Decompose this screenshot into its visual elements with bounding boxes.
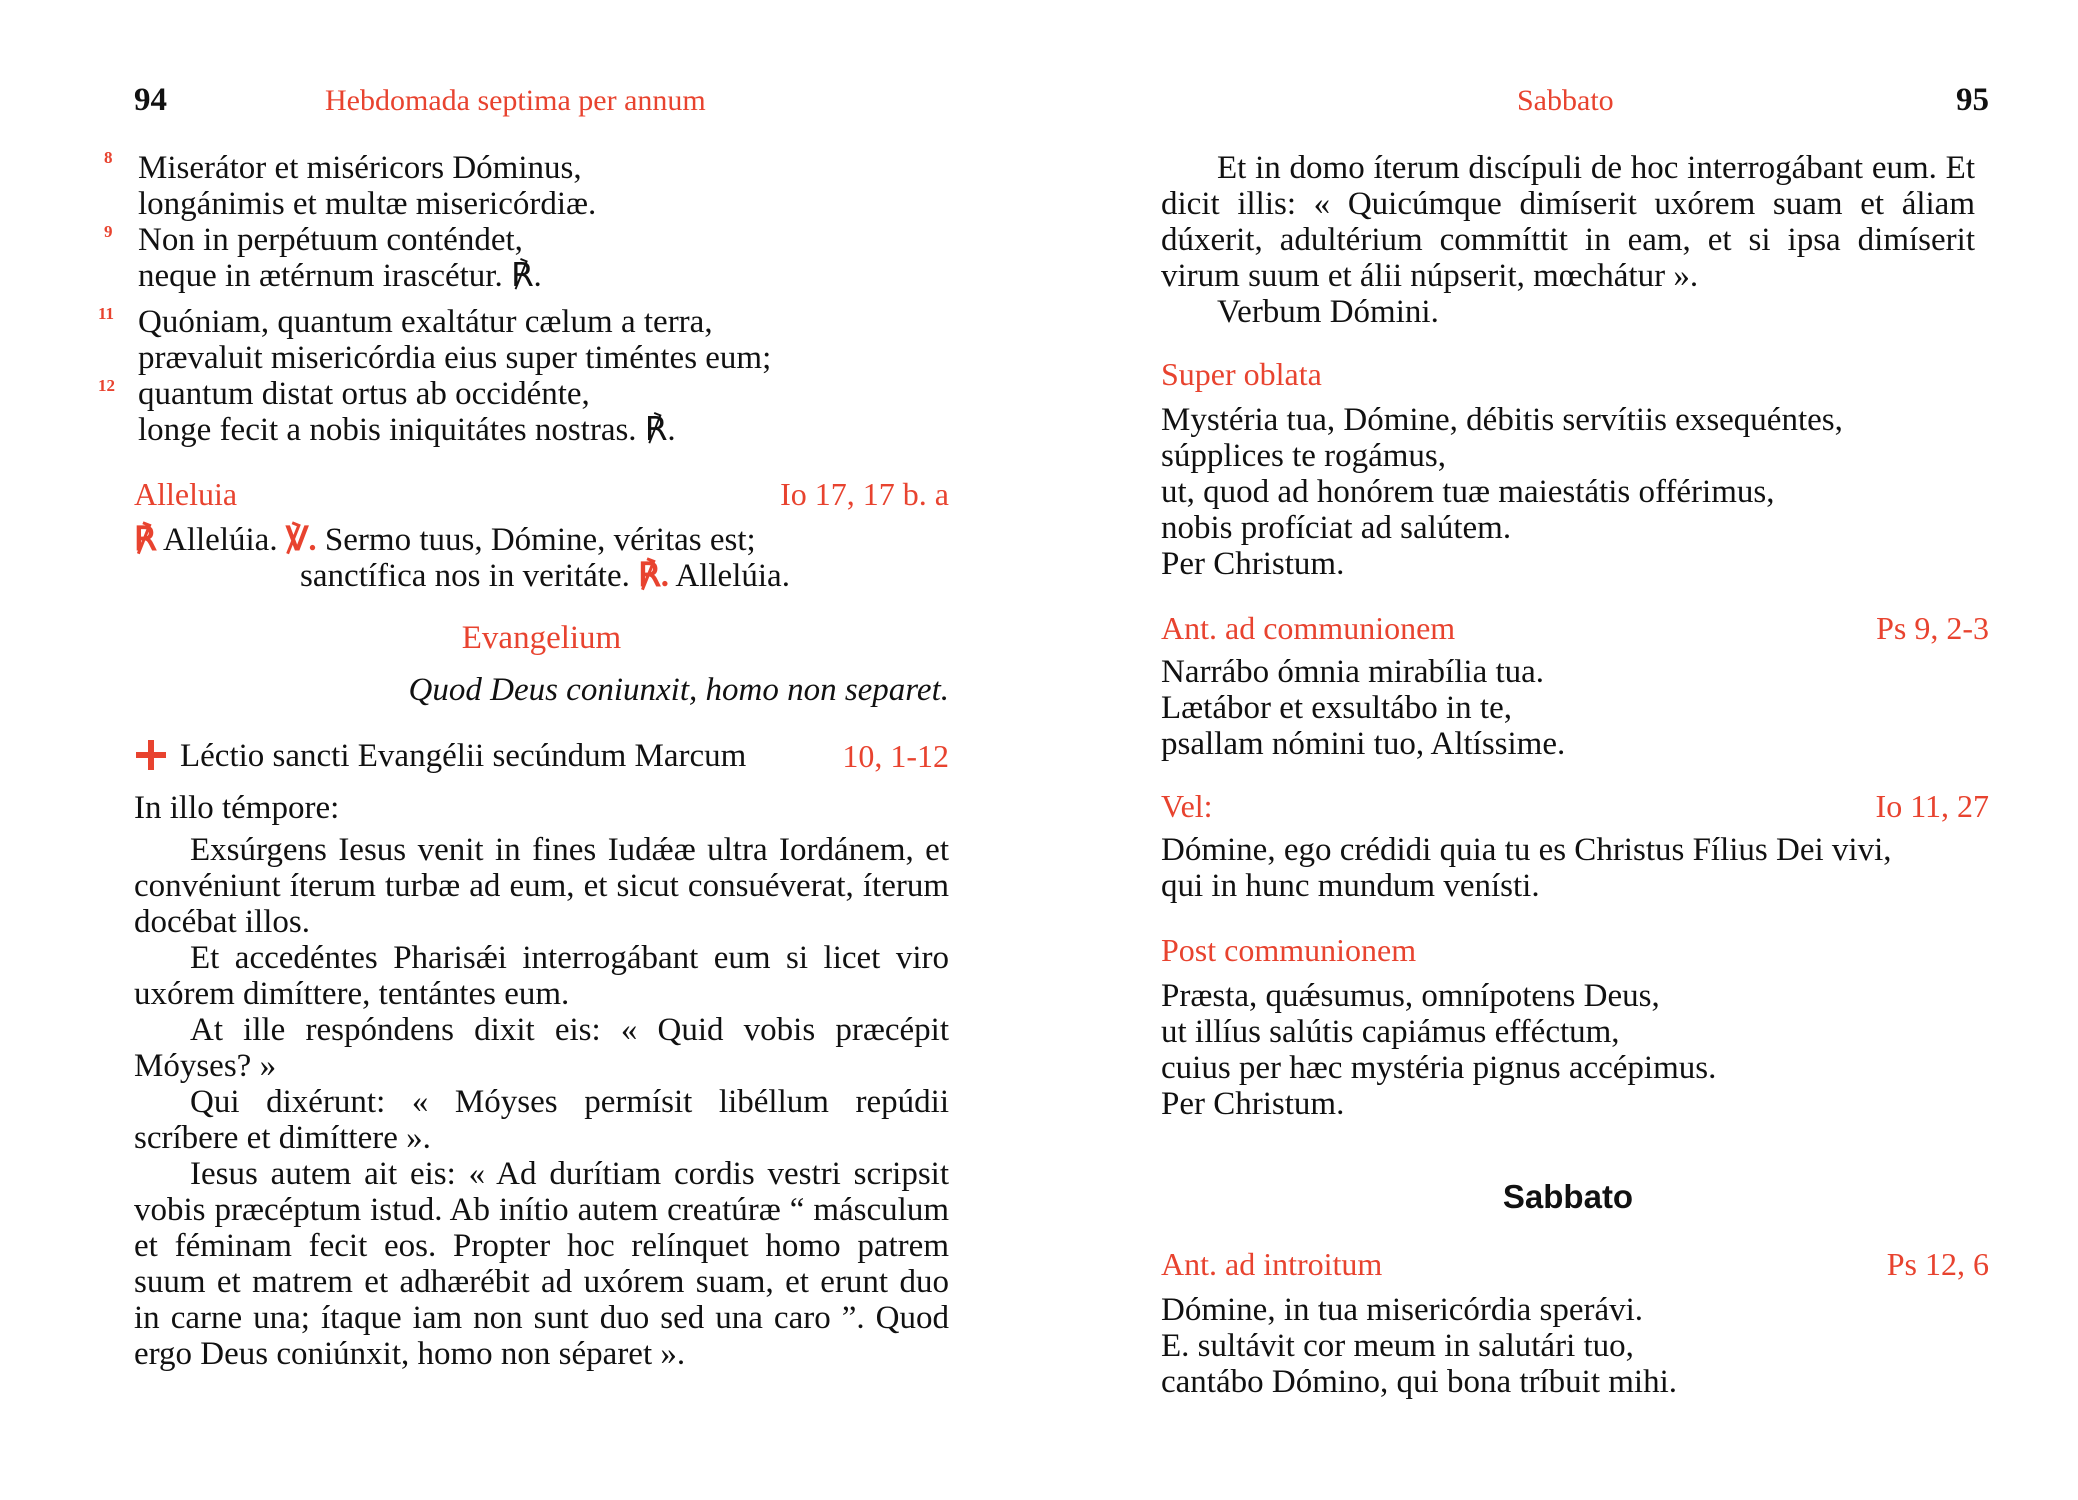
antiphon-line: Dómine, ego crédidi quia tu es Christus Fílius Dei vivi, [1161, 832, 1892, 868]
gospel-closing: Verbum Dómini. [1217, 294, 1439, 330]
introit-heading: Ant. ad introitum [1161, 1246, 1383, 1282]
vel-heading: Vel: [1161, 788, 1213, 824]
alleluia-reference: Io 17, 17 b. a [780, 476, 949, 512]
prayer-line: cuius per hæc mystéria pignus accépimus. [1161, 1050, 1717, 1086]
vel-reference: Io 11, 27 [1875, 788, 1989, 824]
antiphon-line: E. sultávit cor meum in salutári tuo, [1161, 1328, 1634, 1364]
right-page [1039, 0, 2078, 1500]
post-communion-heading: Post communionem [1161, 932, 1417, 968]
gospel-paragraph: Iesus autem ait eis: « Ad durítiam cordis vestri scripsit vobis præcéptum istud. Ab inítio autem creatúræ “ másculum et féminam fecit eos. Propter hoc relínquet homo patrem suum et matrem et adhærébit ad uxórem suam, et erunt duo in carne una; ítaque iam non sunt duo sed una caro ”. Quod ergo Deus coniúnxit, homo non séparet ». [134, 1156, 949, 1372]
psalm-line: longánimis et multæ misericórdiæ. [138, 186, 597, 222]
gospel-paragraph: At ille respóndens dixit eis: « Quid vobis præcépit Móyses? » [134, 1012, 949, 1084]
psalm-line: quantum distat ortus ab occidénte, [138, 376, 590, 412]
gospel-subtitle: Quod Deus coniunxit, homo non separet. [408, 672, 949, 708]
verse-number: 11 [98, 304, 115, 323]
page-number: 95 [1956, 82, 1989, 118]
gospel-reference: 10, 1-12 [842, 738, 949, 774]
communion-antiphon-reference: Ps 9, 2-3 [1876, 610, 1989, 646]
psalm-line: longe fecit a nobis iniquitátes nostras. ℟. [138, 412, 676, 448]
gospel-title-line: Léctio sancti Evangélii secúndum Marcum [180, 738, 747, 774]
psalm-line: Quóniam, quantum exaltátur cælum a terra, [138, 304, 713, 340]
alleluia-line-2 [300, 558, 790, 594]
antiphon-line: qui in hunc mundum venísti. [1161, 868, 1540, 904]
gospel-heading: Evangelium [461, 620, 622, 656]
prayer-line: ut illíus salútis capiámus efféctum, [1161, 1014, 1620, 1050]
introit-reference: Ps 12, 6 [1886, 1246, 1989, 1282]
antiphon-line: psallam nómini tuo, Altíssime. [1161, 726, 1566, 762]
alleluia-text: Allelúia. [675, 558, 790, 594]
prayer-line: Mystéria tua, Dómine, débitis servítiis exsequéntes, [1161, 402, 1843, 438]
running-head: Sabbato [1517, 84, 1614, 117]
antiphon-line: Dómine, in tua misericórdia sperávi. [1161, 1292, 1644, 1328]
antiphon-line: Lætábor et exsultábo in te, [1161, 690, 1512, 726]
versicle-symbol: ℣. [285, 522, 317, 558]
gospel-final-paragraph: Et in domo íterum discípuli de hoc interrogábant eum. Et dicit illis: « Quicúmque dimíserit uxórem suam et áliam dúxerit, adultérium commíttit in eam, et si ipsa dimíserit virum suum et álii núpserit, mœchátur ». [1161, 150, 1975, 294]
psalm-line: prævaluit misericórdia eius super timéntes eum; [138, 340, 772, 376]
alleluia-line-1 [134, 522, 756, 558]
alleluia-versicle-text: Sermo tuus, Dómine, véritas est; [324, 522, 756, 558]
day-title: Sabbato [1502, 1178, 1634, 1215]
prayer-line: Præsta, quǽsumus, omnípotens Deus, [1161, 978, 1660, 1014]
antiphon-line: Narrábo ómnia mirabília tua. [1161, 654, 1545, 690]
response-symbol: ℟ [134, 522, 157, 558]
psalm-line: Non in perpétuum conténdet, [138, 222, 523, 258]
alleluia-text: Allelúia. [163, 522, 278, 558]
psalm-line: Miserátor et miséricors Dóminus, [138, 150, 582, 186]
communion-antiphon-heading: Ant. ad communionem [1161, 610, 1456, 646]
prayer-line: súpplices te rogámus, [1161, 438, 1447, 474]
alleluia-versicle-text: sanctífica nos in veritáte. [300, 558, 630, 594]
response-symbol: ℟. [638, 558, 669, 594]
gospel-intro: In illo témpore: [134, 790, 340, 826]
prayer-line: nobis profíciat ad salútem. [1161, 510, 1512, 546]
prayer-line: Per Christum. [1161, 546, 1345, 582]
prayer-line: ut, quod ad honórem tuæ maiestátis offérimus, [1161, 474, 1775, 510]
page-number: 94 [134, 82, 167, 118]
super-oblata-heading: Super oblata [1161, 356, 1322, 392]
gospel-paragraph: Et accedéntes Pharisǽi interrogábant eum si licet viro uxórem dimíttere, tentántes eum. [134, 940, 949, 1012]
gospel-paragraph: Exsúrgens Iesus venit in fines Iudǽæ ultra Iordánem, et convéniunt íterum turbæ ad eum, et sicut consuéverat, íterum docébat illos. [134, 832, 949, 940]
gospel-paragraph: Qui dixérunt: « Móyses permísit libéllum repúdii scríbere et dimíttere ». [134, 1084, 949, 1156]
psalm-line: neque in ætérnum irascétur. ℟. [138, 258, 542, 294]
running-head: Hebdomada septima per annum [325, 84, 706, 117]
prayer-line: Per Christum. [1161, 1086, 1345, 1122]
antiphon-line: cantábo Dómino, qui bona tríbuit mihi. [1161, 1364, 1678, 1400]
verse-number: 9 [104, 222, 113, 241]
verse-number: 8 [104, 148, 113, 167]
cross-icon [134, 738, 168, 772]
alleluia-heading: Alleluia [134, 476, 238, 512]
verse-number: 12 [98, 376, 115, 395]
